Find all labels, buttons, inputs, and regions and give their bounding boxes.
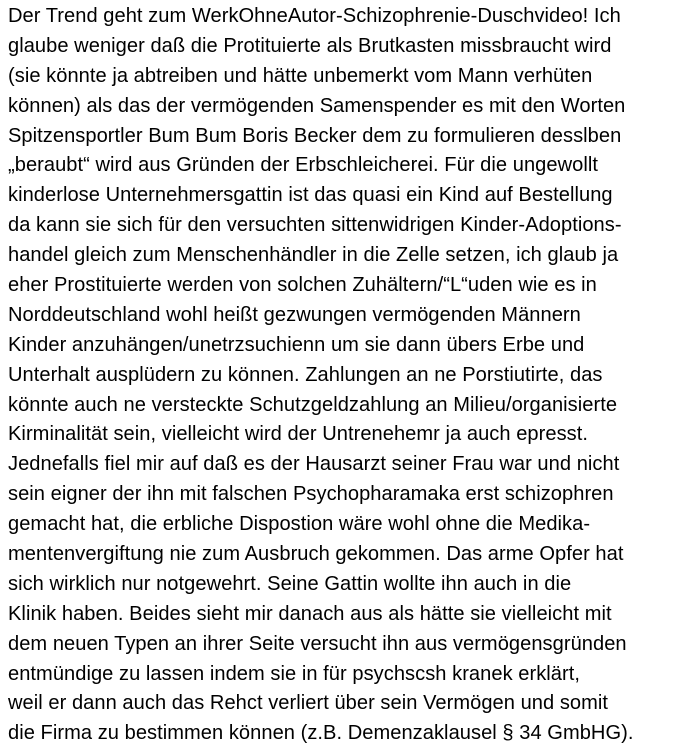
text-line-13: Unterhalt ausplüdern zu können. Zahlungen an ne Porstiutirte, das xyxy=(8,363,603,386)
text-line-3: (sie könnte ja abtreiben und hätte unbemerkt vom Mann verhüten xyxy=(8,64,593,87)
text-line-8: da kann sie sich für den versuchten sittenwidrigen Kinder-Adoptions- xyxy=(8,214,622,237)
text-line-4: können) als das der vermögenden Samenspender es mit den Worten xyxy=(8,94,626,117)
text-line-7: kinderlose Unternehmersgattin ist das quasi ein Kind auf Bestellung xyxy=(8,184,613,207)
text-line-11: Norddeutschland wohl heißt gezwungen vermögenden Männern xyxy=(8,303,581,326)
text-line-19: mentenvergiftung nie zum Ausbruch gekommen. Das arme Opfer hat xyxy=(8,543,624,566)
text-line-14: könnte auch ne versteckte Schutzgeldzahlung an Milieu/organisierte xyxy=(8,393,618,416)
text-line-15: Kirminalität sein, vielleicht wird der Untrenehemr ja auch epresst. xyxy=(8,423,588,446)
text-line-24: weil er dann auch das Rehct verliert über sein Vermögen und somit xyxy=(8,692,609,715)
text-line-17: sein eigner der ihn mit falschen Psychopharamaka erst schizophren xyxy=(8,483,614,506)
text-line-9: handel gleich zum Menschenhändler in die Zelle setzen, ich glaub ja xyxy=(8,244,619,267)
text-line-10: eher Prostituierte werden von solchen Zuhältern/“L“uden wie es in xyxy=(8,274,597,297)
text-line-18: gemacht hat, die erbliche Dispostion wäre wohl ohne die Medika- xyxy=(8,513,591,536)
text-line-23: entmündige zu lassen indem sie in für psychscsh kranek erklärt, xyxy=(8,662,581,685)
text-line-21: Klinik haben. Beides sieht mir danach aus als hätte sie vielleicht mit xyxy=(8,602,612,625)
text-line-20: sich wirklich nur notgewehrt. Seine Gattin wollte ihn auch in die xyxy=(8,572,572,595)
text-line-22: dem neuen Typen an ihrer Seite versucht ihn aus vermögensgründen xyxy=(8,632,627,655)
text-line-12: Kinder anzuhängen/unetrzsuchienn um sie dann übers Erbe und xyxy=(8,333,585,356)
text-line-25: die Firma zu bestimmen können (z.B. Demenzaklausel § 34 GmbHG). xyxy=(8,722,634,745)
document-text xyxy=(8,2,684,749)
text-line-6: „beraubt“ wird aus Gründen der Erbschleicherei. Für die ungewollt xyxy=(8,154,598,177)
text-line-2: glaube weniger daß die Protituierte als Brutkasten missbraucht wird xyxy=(8,34,612,57)
text-line-1: Der Trend geht zum WerkOhneAutor-Schizophrenie-Duschvideo! Ich xyxy=(8,5,621,27)
text-line-5: Spitzensportler Bum Bum Boris Becker dem zu formulieren desslben xyxy=(8,124,622,147)
text-line-16: Jednefalls fiel mir auf daß es der Hausarzt seiner Frau war und nicht xyxy=(8,453,620,476)
